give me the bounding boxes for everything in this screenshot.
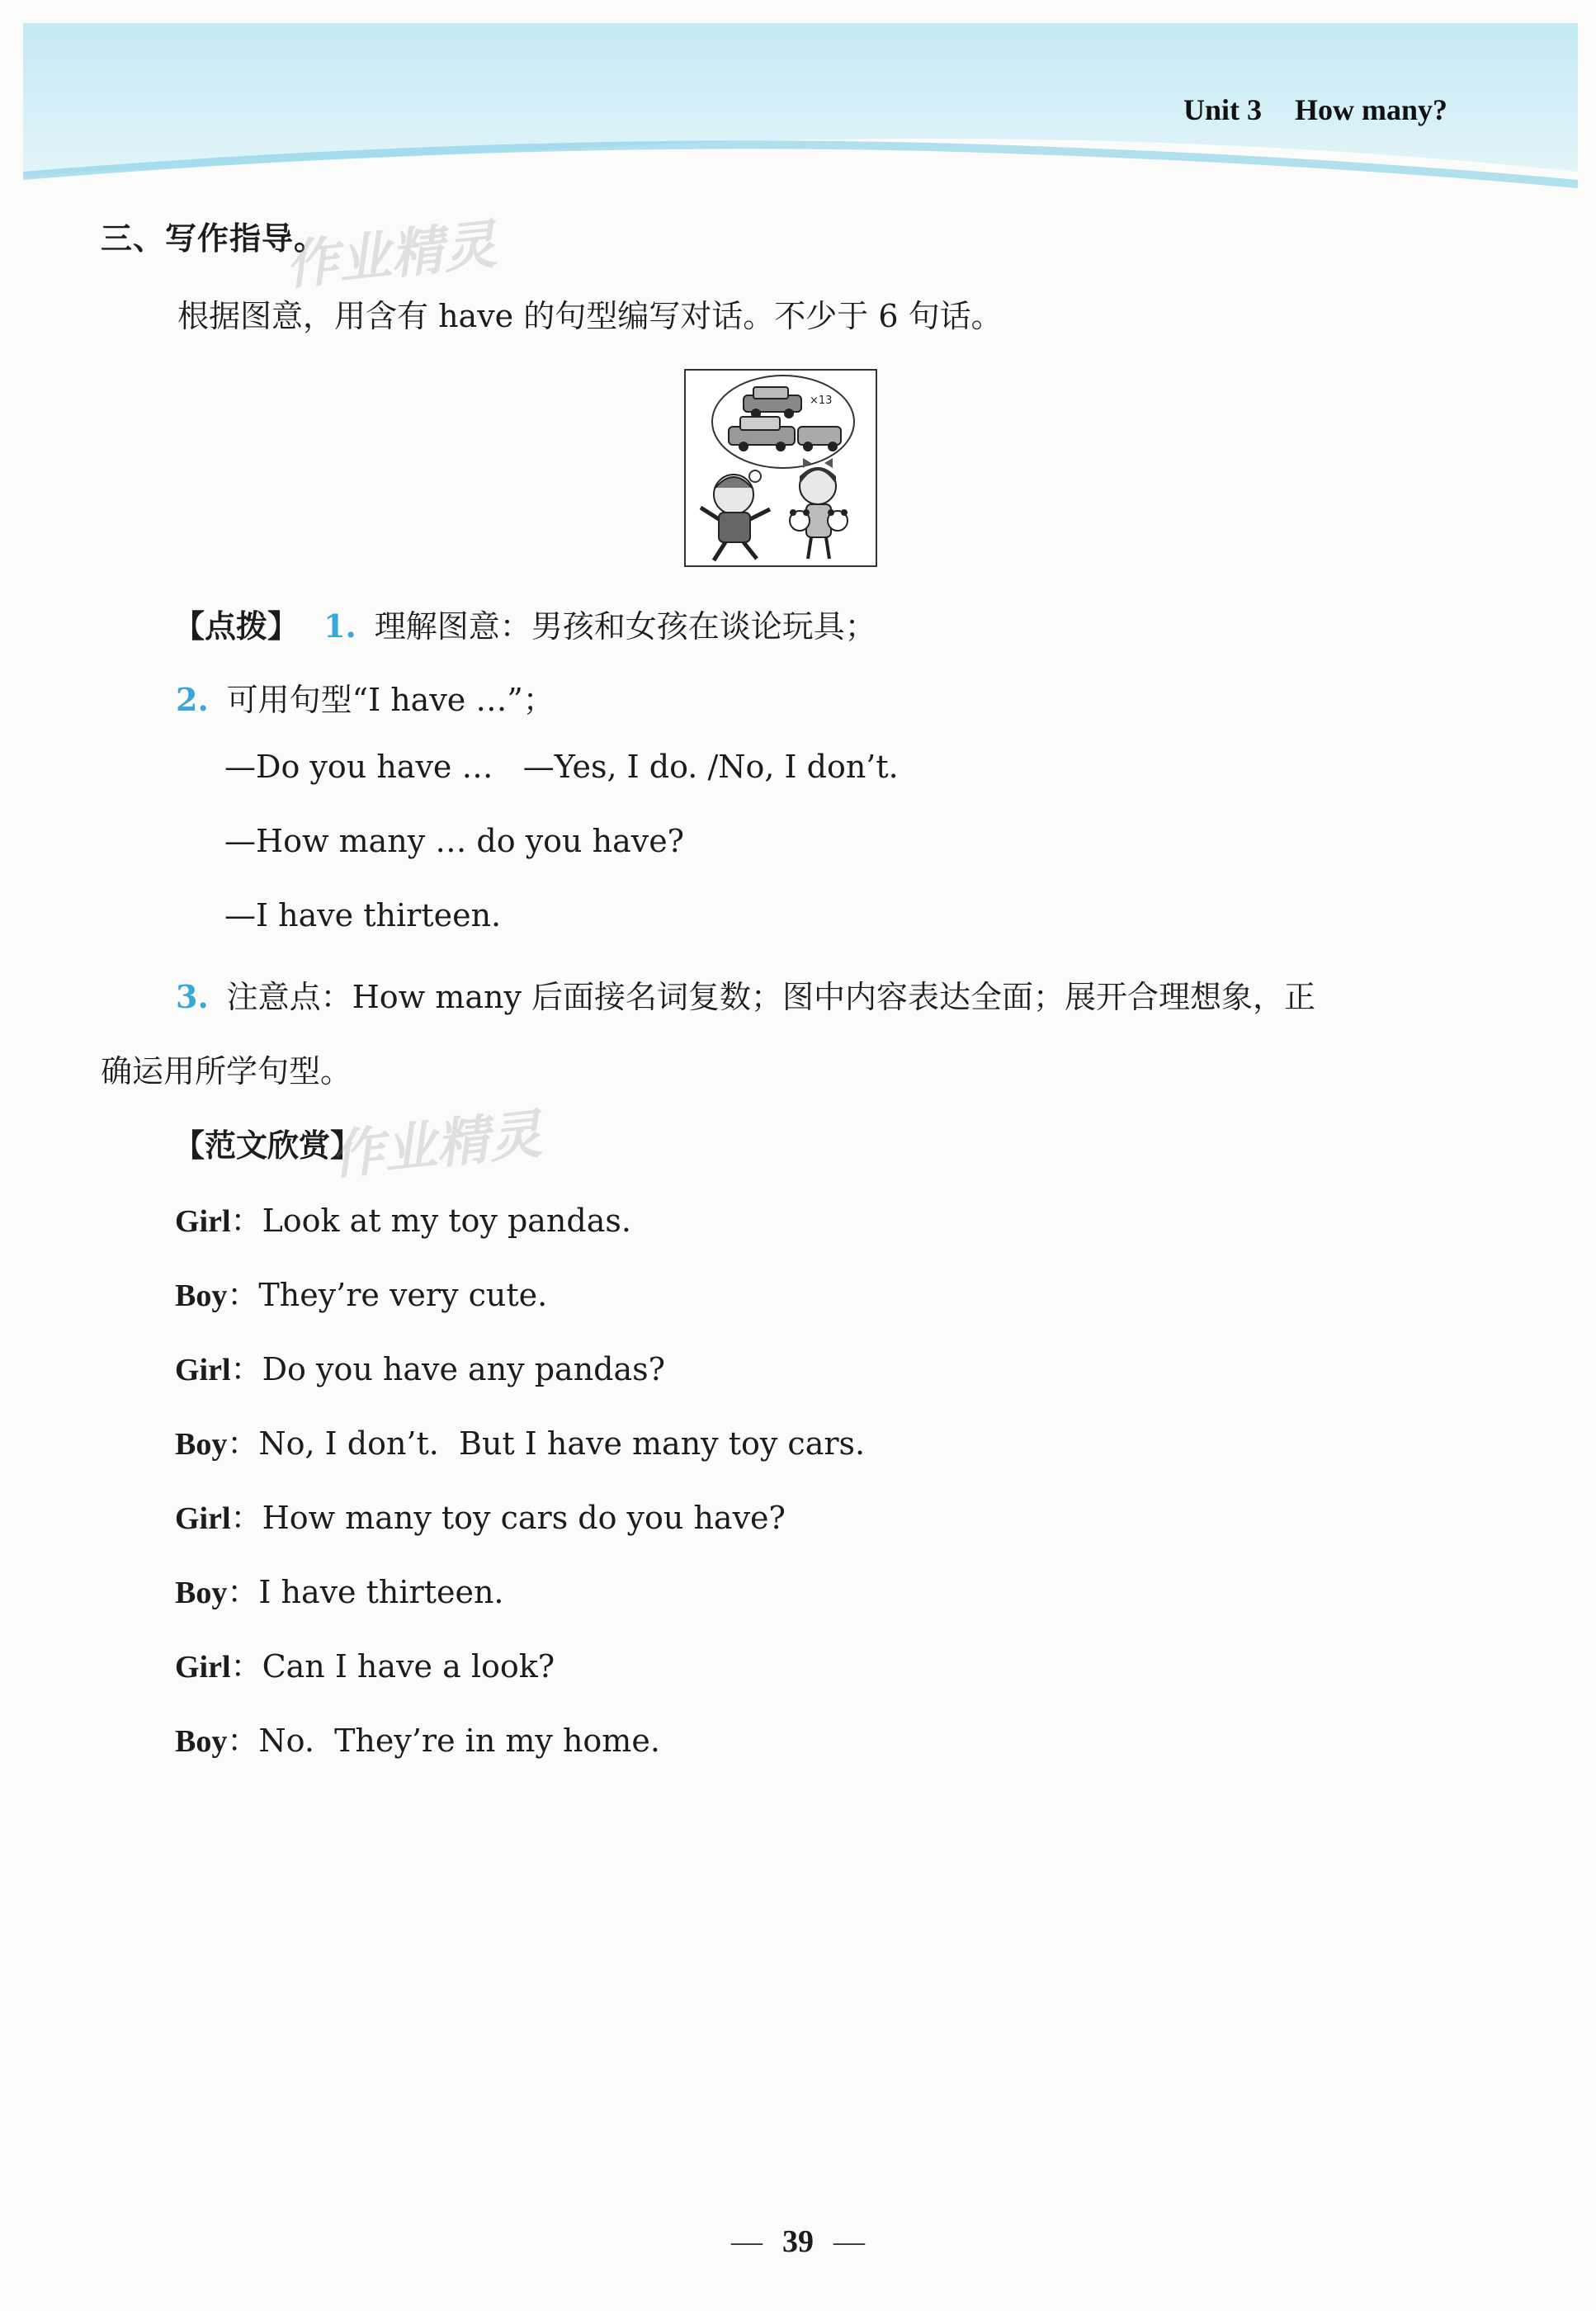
dialogue-text: How many toy cars do you have?: [262, 1500, 786, 1536]
unit-label: Unit 3: [1183, 93, 1262, 126]
page-number: 39: [782, 2224, 814, 2259]
dialogue-text: Do you have any pandas?: [262, 1351, 666, 1387]
page-dash-right: —: [833, 2224, 865, 2259]
unit-header: [1183, 92, 1447, 127]
dialogue-text: No. They’re in my home.: [258, 1723, 660, 1759]
speaker-separator: ：: [230, 1203, 262, 1239]
speaker-separator: ：: [230, 1351, 262, 1387]
count-badge: ×13: [810, 395, 833, 407]
dialogue-line: [175, 1195, 631, 1241]
tip-text-3a: 注意点：How many 后面接名词复数；图中内容表达全面；展开合理想象，正: [226, 979, 1316, 1015]
dialogue-text: Look at my toy pandas.: [262, 1203, 631, 1239]
pattern-line-3: —I have thirteen.: [224, 897, 502, 933]
tip-text-1: 理解图意：男孩和女孩在谈论玩具；: [374, 608, 876, 645]
watermark: 作业精灵: [282, 214, 499, 298]
dialogue-line: [175, 1269, 547, 1315]
tips-label: 【点拨】: [173, 608, 300, 645]
boy-figure: [701, 475, 770, 560]
pattern-line-2: —How many … do you have?: [224, 823, 685, 859]
section-title: 三、写作指导。: [101, 220, 327, 257]
speaker-separator: ：: [230, 1648, 262, 1685]
kids-toys-illustration: [686, 371, 876, 565]
speaker-separator: ：: [227, 1277, 259, 1313]
speaker-separator: ：: [227, 1574, 259, 1610]
speaker-name: Girl: [175, 1650, 231, 1685]
tip-number-2: 2.: [176, 681, 209, 718]
speaker-name: Girl: [175, 1353, 231, 1387]
tip-line-3: [176, 971, 1315, 1017]
dialogue-line: [175, 1567, 504, 1612]
speaker-name: Boy: [175, 1724, 228, 1759]
speaker-name: Boy: [175, 1576, 228, 1610]
illustration: [684, 369, 877, 567]
tip-number-1: 1.: [323, 607, 357, 645]
dialogue-line: [175, 1715, 660, 1760]
speaker-separator: ：: [227, 1425, 259, 1462]
speaker-separator: ：: [227, 1723, 259, 1759]
speaker-name: Boy: [175, 1427, 228, 1462]
speaker-name: Boy: [175, 1278, 228, 1313]
tip-text-3b: 确运用所学句型。: [101, 1053, 352, 1089]
model-label: 【范文欣赏】: [173, 1127, 362, 1164]
dialogue-line: [175, 1492, 786, 1538]
speaker-separator: ：: [230, 1500, 262, 1536]
dialogue-text: They’re very cute.: [258, 1277, 548, 1313]
dialogue-line: [175, 1641, 555, 1686]
tip-number-3: 3.: [176, 978, 209, 1015]
speaker-name: Girl: [175, 1204, 231, 1239]
pattern-line-1: —Do you have … —Yes, I do. /No, I don’t.: [224, 749, 899, 785]
girl-figure: [800, 458, 836, 559]
dialogue-line: [175, 1344, 665, 1389]
tip-text-2: 可用句型“I have …”；: [226, 682, 555, 718]
dialogue-text: Can I have a look?: [262, 1648, 555, 1685]
speaker-name: Girl: [175, 1501, 231, 1536]
task-instruction: 根据图意，用含有 have 的句型编写对话。不少于 6 句话。: [177, 298, 1003, 334]
dialogue-line: [175, 1418, 865, 1463]
page-dash-left: —: [731, 2224, 763, 2259]
tip-line-2: [176, 674, 555, 720]
dialogue-text: I have thirteen.: [258, 1574, 504, 1610]
dialogue-text: No, I don’t. But I have many toy cars.: [258, 1425, 866, 1462]
unit-title: How many?: [1294, 93, 1447, 126]
page-number-footer: [0, 2224, 1596, 2260]
tip-line-1: [173, 601, 876, 646]
watermark: 作业精灵: [328, 1104, 545, 1188]
